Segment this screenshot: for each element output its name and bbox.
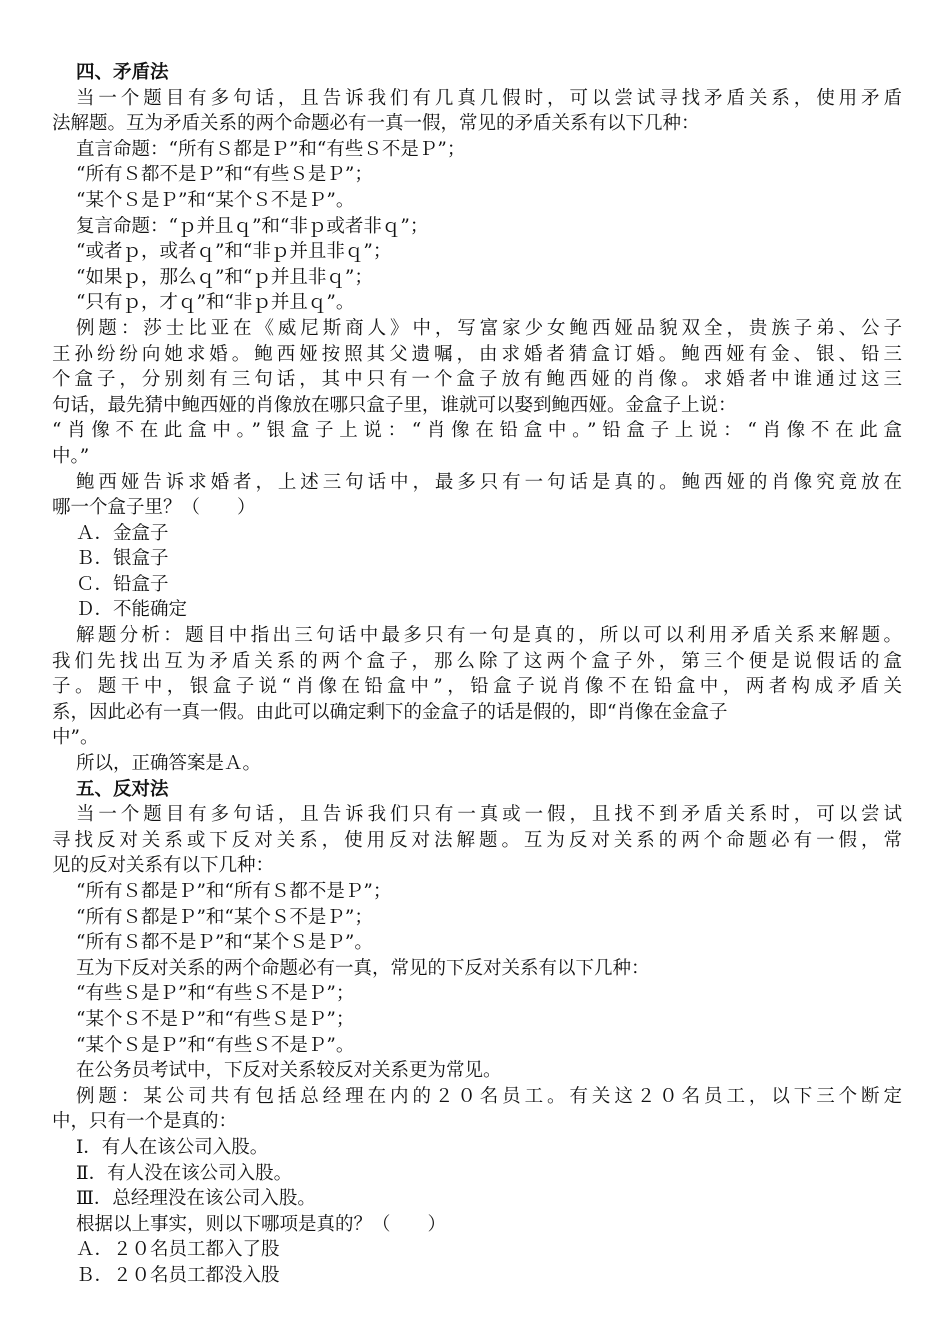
- question-line: 鲍西娅告诉求婚者，上述三句话中，最多只有一句话是真的。鲍西娅的肖像究竟放在: [76, 471, 902, 493]
- question-line: 哪一个盒子里？（ ）: [52, 497, 256, 519]
- analysis-line: 系，因此必有一真一假。由此可以确定剩下的金盒子的话是假的，即“肖像在金盒子: [52, 701, 728, 723]
- example-line: 中，只有一个是真的：: [52, 1111, 238, 1133]
- paragraph-line: 当一个题目有多句话，且告诉我们只有一真或一假，且找不到矛盾关系时，可以尝试: [76, 804, 902, 826]
- example-line: 中。”: [52, 445, 90, 467]
- note-line: 在公务员考试中，下反对关系较反对关系更为常见。: [76, 1060, 502, 1082]
- paragraph-line: 互为下反对关系的两个命题必有一真，常见的下反对关系有以下几种：: [76, 957, 650, 979]
- question-line: 根据以上事实，则以下哪项是真的？（ ）: [76, 1213, 447, 1235]
- relation-line: “所有Ｓ都不是Ｐ”和“有些Ｓ是Ｐ”；: [76, 164, 373, 186]
- example-line: 王孙纷纷向她求婚。鲍西娅按照其父遗嘱，由求婚者猜盒订婚。鲍西娅有金、银、铅三: [52, 343, 902, 365]
- paragraph-line: 当一个题目有多句话，且告诉我们有几真几假时，可以尝试寻找矛盾关系，使用矛盾: [76, 87, 902, 109]
- relation-line: “或者ｐ，或者ｑ”和“非ｐ并且非ｑ”；: [76, 241, 392, 263]
- section-heading-contrary: 五、反对法: [76, 778, 169, 800]
- option-b: Ｂ．２０名员工都没入股: [76, 1264, 280, 1286]
- option-a: Ａ．金盒子: [76, 522, 169, 544]
- relation-line: “所有Ｓ都是Ｐ”和“某个Ｓ不是Ｐ”；: [76, 906, 373, 928]
- paragraph-line: 法解题。互为矛盾关系的两个命题必有一真一假，常见的矛盾关系有以下几种：: [52, 113, 700, 135]
- analysis-line: 子。题干中，银盒子说“肖像在铅盒中”，铅盒子说肖像不在铅盒中，两者构成矛盾关: [52, 676, 902, 698]
- example-line: 句话，最先猜中鲍西娅的肖像放在哪只盒子里，谁就可以娶到鲍西娅。金盒子上说：: [52, 394, 737, 416]
- section-heading-contradiction: 四、矛盾法: [76, 62, 169, 83]
- statement-line: Ⅰ．有人在该公司入股。: [76, 1136, 269, 1158]
- answer-line: 所以，正确答案是Ａ。: [76, 753, 262, 775]
- analysis-line: 中”。: [52, 727, 99, 749]
- document-page: [52, 60, 902, 1289]
- analysis-line: 我们先找出互为矛盾关系的两个盒子，那么除了这两个盒子外，第三个便是说假话的盒: [52, 650, 902, 672]
- paragraph-line: 寻找反对关系或下反对关系，使用反对法解题。互为反对关系的两个命题必有一假，常: [52, 829, 902, 851]
- paragraph-line: 见的反对关系有以下几种：: [52, 855, 275, 877]
- relation-line: “只有ｐ，才ｑ”和“非ｐ并且ｑ”。: [76, 292, 355, 314]
- example-line: 个盒子，分别刻有三句话，其中只有一个盒子放有鲍西娅的肖像。求婚者中谁通过这三: [52, 369, 902, 391]
- relation-line: “某个Ｓ是Ｐ”和“有些Ｓ不是Ｐ”。: [76, 1034, 355, 1056]
- relation-line: “所有Ｓ都不是Ｐ”和“某个Ｓ是Ｐ”。: [76, 932, 373, 954]
- option-d: Ｄ．不能确定: [76, 599, 188, 621]
- option-c: Ｃ．铅盒子: [76, 573, 169, 595]
- example-line: “肖像不在此盒中。”银盒子上说：“肖像在铅盒中。”铅盒子上说：“肖像不在此盒: [52, 420, 902, 442]
- option-b: Ｂ．银盒子: [76, 548, 169, 570]
- statement-line: Ⅲ．总经理没在该公司入股。: [76, 1188, 316, 1210]
- relation-line: “某个Ｓ是Ｐ”和“某个Ｓ不是Ｐ”。: [76, 189, 355, 211]
- relation-line: 直言命题：“所有Ｓ都是Ｐ”和“有些Ｓ不是Ｐ”；: [76, 138, 466, 160]
- example-line: 例题：莎士比亚在《威尼斯商人》中，写富家少女鲍西娅品貌双全，贵族子弟、公子: [76, 317, 902, 339]
- relation-line: “所有Ｓ都是Ｐ”和“所有Ｓ都不是Ｐ”；: [76, 881, 392, 902]
- statement-line: Ⅱ．有人没在该公司入股。: [76, 1162, 293, 1184]
- option-a: Ａ．２０名员工都入了股: [76, 1239, 280, 1261]
- example-line: 例题：某公司共有包括总经理在内的２０名员工。有关这２０名员工，以下三个断定: [76, 1085, 902, 1107]
- relation-line: “某个Ｓ不是Ｐ”和“有些Ｓ是Ｐ”；: [76, 1008, 355, 1030]
- analysis-line: 解题分析：题目中指出三句话中最多只有一句是真的，所以可以利用矛盾关系来解题。: [76, 625, 902, 647]
- relation-line: “有些Ｓ是Ｐ”和“有些Ｓ不是Ｐ”；: [76, 983, 355, 1005]
- relation-line: 复言命题：“ｐ并且ｑ”和“非ｐ或者非ｑ”；: [76, 215, 429, 237]
- relation-line: “如果ｐ，那么ｑ”和“ｐ并且非ｑ”；: [76, 266, 373, 288]
